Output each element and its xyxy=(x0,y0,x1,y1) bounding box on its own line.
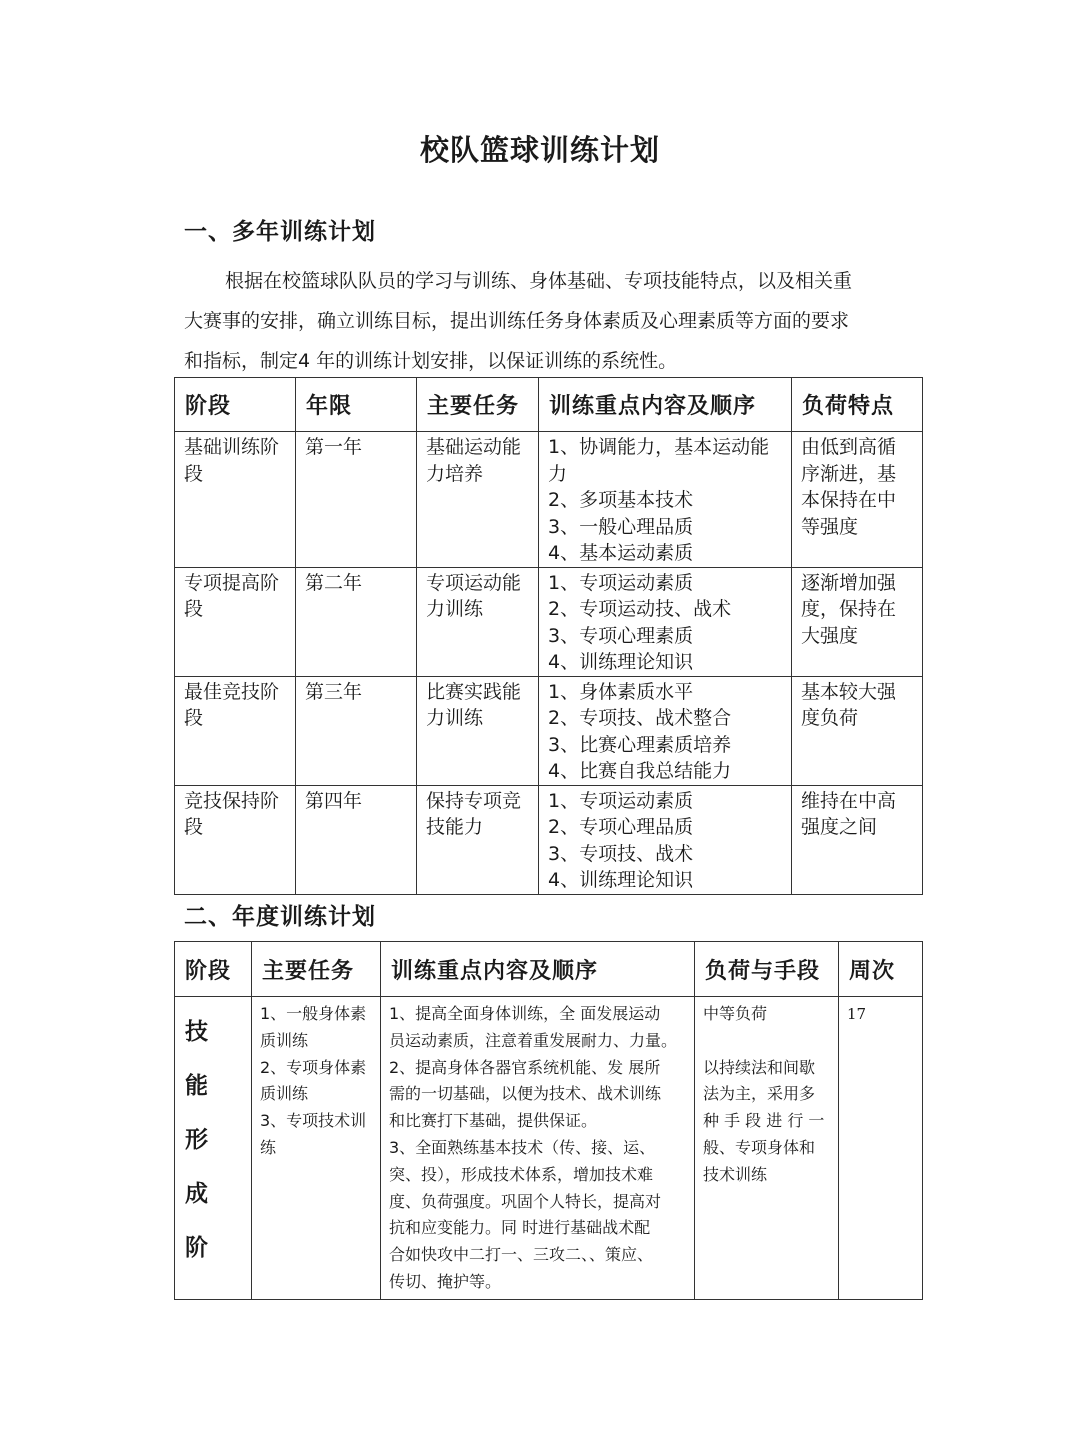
cell-line: 2、专项心理品质 xyxy=(548,816,694,838)
cell-load xyxy=(792,785,923,894)
cell-line: 力 xyxy=(548,462,568,485)
cell-line: 1、专项运动素质 xyxy=(548,789,694,812)
header-task: 主要任务 xyxy=(417,378,539,432)
header-stage: 阶段 xyxy=(175,378,296,432)
cell-line: 度，保持在 xyxy=(801,598,897,620)
cell-content xyxy=(539,785,792,894)
cell-line: 2、专项运动技、战术 xyxy=(548,598,732,620)
cell-line: 段 xyxy=(184,462,204,485)
cell-line: 第二年 xyxy=(305,571,363,594)
cell-line: 基础训练阶 xyxy=(184,436,280,458)
cell-line: 17 xyxy=(847,1005,867,1023)
cell-years xyxy=(296,432,417,568)
cell-years xyxy=(296,567,417,676)
cell-line: 大强度 xyxy=(801,624,859,647)
cell-line: 最佳竞技阶 xyxy=(184,680,280,703)
cell-line: 专项提高阶 xyxy=(184,571,280,594)
cell-line: 4、训练理论知识 xyxy=(548,651,694,673)
cell-line: 4、训练理论知识 xyxy=(548,869,694,891)
cell-stage xyxy=(175,432,296,568)
cell-line: 段 xyxy=(184,707,204,729)
cell-line: 4、比赛自我总结能力 xyxy=(548,760,732,782)
cell-line: 强度之间 xyxy=(801,816,878,838)
cell-load xyxy=(792,676,923,785)
cell-line: 第三年 xyxy=(305,680,363,703)
cell-line: 3、专项技、战术 xyxy=(548,842,694,865)
cell-line: 技术训练 xyxy=(703,1164,768,1184)
cell-line: 力训练 xyxy=(426,598,484,620)
cell-content xyxy=(381,997,695,1300)
cell-line: 1、协调能力，基本运动能 xyxy=(548,436,770,458)
cell-line: 逐渐增加强 xyxy=(801,571,897,594)
intro-line: 和指标，制定4 年的训练计划安排，以保证训练的系统性。 xyxy=(184,350,678,372)
stage-char: 形 xyxy=(185,1127,208,1153)
header-years: 年限 xyxy=(296,378,417,432)
cell-line: 竞技保持阶 xyxy=(184,789,280,812)
intro-line: 大赛事的安排，确立训练目标，提出训练任务身体素质及心理素质等方面的要求 xyxy=(184,310,850,332)
table-row xyxy=(175,785,923,894)
table-row xyxy=(175,676,923,785)
cell-line: 专项运动能 xyxy=(426,571,522,594)
cell-line: 需的一切基础，以便为技术、战术训练 xyxy=(389,1084,662,1104)
cell-line: 传切、掩护等。 xyxy=(389,1271,502,1291)
cell-line: 法为主，采用多 xyxy=(703,1084,816,1104)
section1-intro xyxy=(184,261,904,381)
cell-line: 练 xyxy=(260,1137,277,1157)
cell-stage xyxy=(175,785,296,894)
cell-line: 基础运动能 xyxy=(426,436,522,458)
cell-line: 2、提高身体各器官系统机能、发 展所 xyxy=(389,1057,661,1077)
document-title: 校队篮球训练计划 xyxy=(419,133,660,167)
cell-line: 3、专项心理素质 xyxy=(548,624,694,647)
cell-line: 质训练 xyxy=(260,1030,309,1050)
cell-line: 等强度 xyxy=(801,515,859,538)
stage-char: 能 xyxy=(185,1073,208,1099)
cell-years xyxy=(296,785,417,894)
stage-char: 成 xyxy=(185,1181,208,1207)
cell-years xyxy=(296,676,417,785)
cell-stage xyxy=(175,676,296,785)
cell-line: 本保持在中 xyxy=(801,489,897,511)
cell-line: 保持专项竞 xyxy=(426,789,522,812)
cell-task xyxy=(417,785,539,894)
stage-char: 技 xyxy=(185,1019,208,1045)
cell-content xyxy=(539,676,792,785)
cell-line: 3、全面熟练基本技术（传、接、运、 xyxy=(389,1137,656,1157)
cell-line: 比赛实践能 xyxy=(426,680,522,703)
cell-line: 合如快攻中二打一、三攻二、、策应、 xyxy=(389,1245,654,1265)
cell-line: 2、专项身体素 xyxy=(260,1057,367,1077)
header-load-method: 负荷与手段 xyxy=(695,942,839,997)
cell-line: 序渐进，基 xyxy=(801,462,897,485)
table-row xyxy=(175,567,923,676)
cell-content xyxy=(539,432,792,568)
cell-line: 般、专项身体和 xyxy=(703,1137,816,1157)
cell-line: 度、负荷强度。巩固个人特长，提高对 xyxy=(389,1191,662,1211)
cell-line: 种 手 段 进 行 一 xyxy=(703,1111,825,1131)
cell-line: 技能力 xyxy=(426,816,484,838)
cell-line: 3、专项技术训 xyxy=(260,1111,367,1131)
cell-line: 3、一般心理品质 xyxy=(548,515,694,538)
stage-char: 阶 xyxy=(185,1235,208,1261)
table-header-row xyxy=(175,378,923,432)
cell-task xyxy=(417,432,539,568)
cell-load xyxy=(792,432,923,568)
cell-line: 2、专项技、战术整合 xyxy=(548,707,732,729)
header-content: 训练重点内容及顺序 xyxy=(381,942,695,997)
annual-plan-table xyxy=(174,941,923,1300)
cell-line: 员运动素质，注意着重发展耐力、力量。 xyxy=(389,1030,678,1050)
section1-heading: 一、多年训练计划 xyxy=(184,219,376,245)
table-row xyxy=(175,997,923,1300)
cell-line: 段 xyxy=(184,816,204,838)
cell-task xyxy=(417,676,539,785)
cell-line: 1、一般身体素 xyxy=(260,1004,367,1023)
cell-line: 3、比赛心理素质培养 xyxy=(548,733,732,756)
cell-line: 1、身体素质水平 xyxy=(548,680,694,703)
cell-line: 和比赛打下基础，提供保证。 xyxy=(389,1111,598,1131)
cell-line: 力培养 xyxy=(426,462,484,485)
cell-line: 4、基本运动素质 xyxy=(548,542,694,564)
cell-line: 度负荷 xyxy=(801,707,859,729)
multi-year-plan-table xyxy=(174,377,923,895)
cell-week xyxy=(839,997,923,1300)
intro-line: 根据在校篮球队队员的学习与训练、身体基础、专项技能特点，以及相关重 xyxy=(225,270,853,292)
cell-line: 抗和应变能力。同 时进行基础战术配 xyxy=(389,1218,651,1238)
cell-stage xyxy=(175,997,252,1300)
header-content: 训练重点内容及顺序 xyxy=(539,378,792,432)
cell-task xyxy=(252,997,381,1300)
spacer xyxy=(703,1028,833,1055)
cell-stage xyxy=(175,567,296,676)
cell-content xyxy=(539,567,792,676)
cell-line: 中等负荷 xyxy=(703,1004,768,1023)
cell-line: 第一年 xyxy=(305,436,363,458)
cell-line: 第四年 xyxy=(305,789,363,812)
cell-line: 1、提高全面身体训练，全 面发展运动 xyxy=(389,1004,661,1023)
cell-line: 以持续法和间歇 xyxy=(703,1057,816,1077)
cell-task xyxy=(417,567,539,676)
table-header-row xyxy=(175,942,923,997)
cell-line: 由低到高循 xyxy=(801,436,897,458)
cell-line: 段 xyxy=(184,598,204,620)
section2-heading: 二、年度训练计划 xyxy=(184,904,376,930)
cell-line: 基本较大强 xyxy=(801,680,897,703)
cell-line: 2、多项基本技术 xyxy=(548,489,694,511)
table-row xyxy=(175,432,923,568)
cell-load xyxy=(792,567,923,676)
cell-line: 维持在中高 xyxy=(801,789,897,812)
cell-line: 1、专项运动素质 xyxy=(548,571,694,594)
cell-load-method xyxy=(695,997,839,1300)
header-stage: 阶段 xyxy=(175,942,252,997)
cell-line: 突、投），形成技术体系，增加技术难 xyxy=(389,1164,654,1184)
header-task: 主要任务 xyxy=(252,942,381,997)
cell-line: 质训练 xyxy=(260,1084,309,1104)
header-load: 负荷特点 xyxy=(792,378,923,432)
header-week: 周次 xyxy=(839,942,923,997)
cell-line: 力训练 xyxy=(426,707,484,729)
